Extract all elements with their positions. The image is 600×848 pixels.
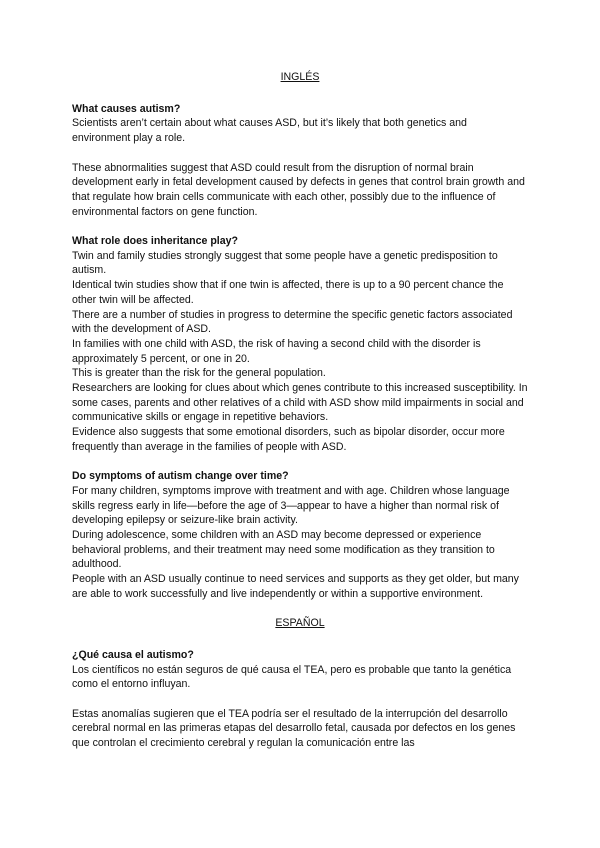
- heading-inheritance: What role does inheritance play?: [72, 235, 239, 247]
- heading-que-causa-autismo: ¿Qué causa el autismo?: [72, 648, 194, 661]
- paragraph: These abnormalities suggest that ASD could result from the disruption of normal brain development early in fetal development caused by defects in genes that control brain growth and that regulate how brain cells communicate with each other, possibly due to the influence of environmental factors on gene function.: [72, 161, 525, 218]
- paragraph: Scientists aren’t certain about what causes ASD, but it’s likely that both genetics and environment play a role.: [72, 117, 467, 145]
- paragraph: There are a number of studies in progress to determine the specific genetic factors associated with the development of ASD.: [72, 308, 513, 336]
- paragraph: Identical twin studies show that if one twin is affected, there is up to a 90 percent chance the other twin will be affected.: [72, 279, 504, 306]
- paragraph: For many children, symptoms improve with treatment and with age. Children whose language skills regress early in life—before the age of 3—appear to have a higher than normal risk of developing epilepsy or seizure-like brain activity.: [72, 484, 510, 527]
- paragraph: Evidence also suggests that some emotional disorders, such as bipolar disorder, occur more frequently than average in the families of people with ASD.: [72, 426, 505, 453]
- paragraph: People with an ASD usually continue to need services and supports as they get older, but many are able to work successfully and live independently or within a supportive environment.: [72, 573, 519, 600]
- paragraph: This is greater than the risk for the general population.: [72, 367, 326, 380]
- heading-what-causes-autism: What causes autism?: [72, 102, 181, 115]
- paragraph: Researchers are looking for clues about which genes contribute to this increased susceptibility. In some cases, parents and other relatives of a child with ASD show mild impairments in social and communicative skills or engage in repetitive behaviors.: [72, 382, 528, 424]
- document-page: [72, 70, 528, 751]
- paragraph: In families with one child with ASD, the risk of having a second child with the disorder is approximately 5 percent, or one in 20.: [72, 337, 481, 365]
- paragraph: Estas anomalías sugieren que el TEA podría ser el resultado de la interrupción del desarrollo cerebral normal en las primeras etapas del desarrollo fetal, causada por defectos en los genes que controlan el crecimiento cerebral y regulan la comunicación entre las: [72, 707, 516, 750]
- paragraph: Twin and family studies strongly suggest that some people have a genetic predisposition to autism.: [72, 249, 498, 277]
- heading-symptoms-change: Do symptoms of autism change over time?: [72, 470, 289, 483]
- english-section-title: INGLÉS: [280, 71, 320, 83]
- paragraph: During adolescence, some children with an ASD may become depressed or experience behavioral problems, and their treatment may need some modification as they transition to adulthood.: [72, 529, 495, 571]
- spanish-section-title: ESPAÑOL: [275, 617, 325, 630]
- paragraph: Los científicos no están seguros de qué causa el TEA, pero es probable que tanto la genética como el entorno influyan.: [72, 663, 512, 691]
